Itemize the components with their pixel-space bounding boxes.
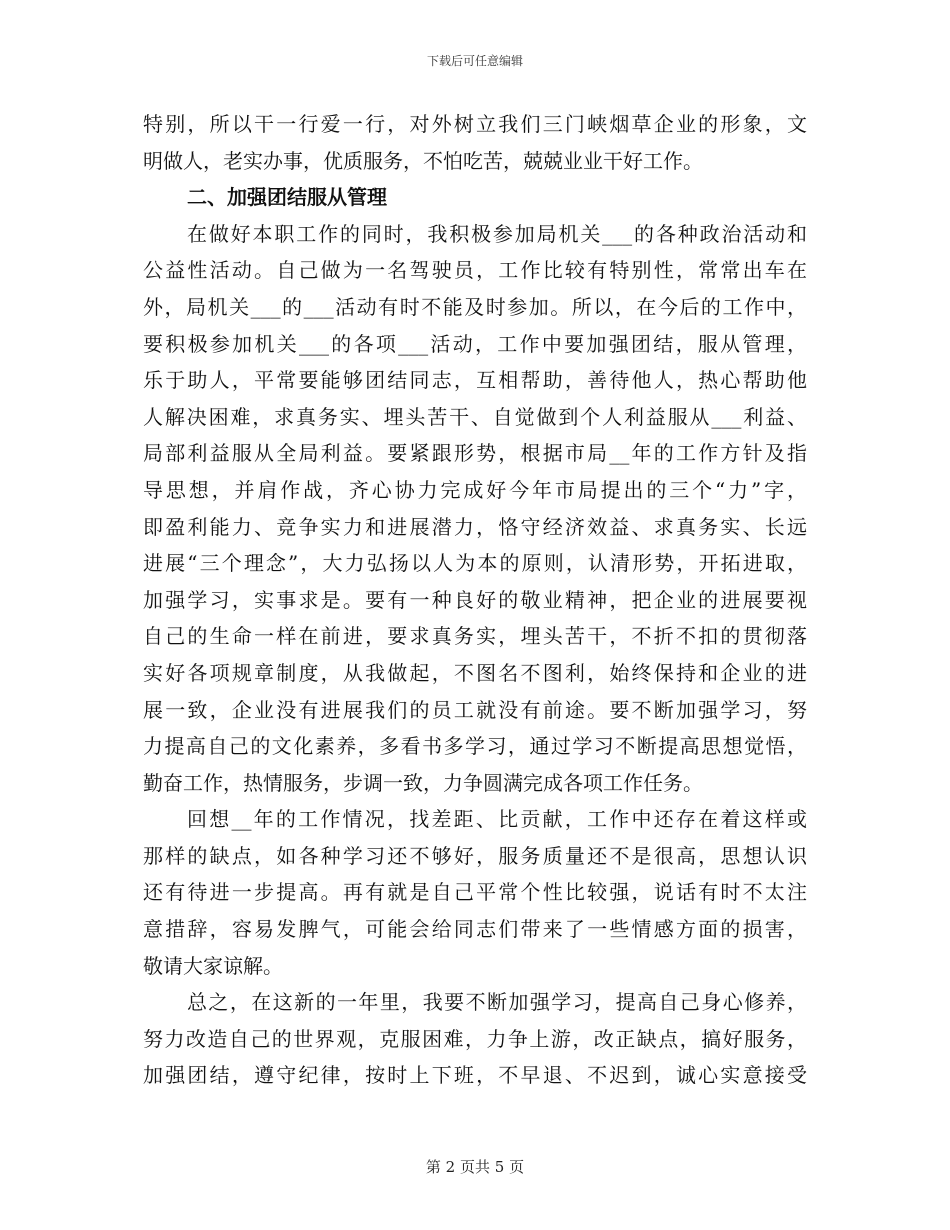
text-line: 明做人，老实办事，优质服务，不怕吃苦，兢兢业业干好工作。: [143, 148, 703, 173]
page-footer: 第 2 页共 5 页: [425, 1158, 525, 1176]
text-line: 加强学习，实事求是。要有一种良好的敬业精神，把企业的进展要视: [143, 587, 807, 612]
text-line: 实好各项规章制度，从我做起，不图名不图利，始终保持和企业的进: [143, 660, 807, 685]
text-line: 努力改造自己的世界观，克服困难，力争上游，改正缺点，搞好服务，: [143, 1026, 807, 1051]
text-line: 总之，在这新的一年里，我要不断加强学习，提高自己身心修养，: [187, 990, 807, 1015]
text-line: 加强团结，遵守纪律，按时上下班，不早退、不迟到，诚心实意接受: [143, 1063, 807, 1088]
text-line: 展一致，企业没有进展我们的员工就没有前途。要不断加强学习，努: [143, 697, 807, 722]
page-header: 下载后可任意编辑: [426, 54, 523, 68]
text-line: 在做好本职工作的同时，我积极参加局机关___的各种政治活动和: [187, 221, 807, 246]
text-line: 自己的生命一样在前进，要求真务实，埋头苦干，不折不扣的贯彻落: [143, 624, 807, 649]
text-line: 敬请大家谅解。: [143, 953, 283, 978]
text-line: 人解决困难，求真务实、埋头苦干、自觉做到个人利益服从___利益、: [143, 404, 807, 429]
text-line: 还有待进一步提高。再有就是自己平常个性比较强，说话有时不太注: [143, 880, 807, 905]
text-line: 外，局机关___的___活动有时不能及时参加。所以，在今后的工作中，: [143, 294, 807, 319]
text-line: 回想__年的工作情况，找差距、比贡献，工作中还存在着这样或: [187, 807, 807, 832]
text-line: 公益性活动。自己做为一名驾驶员，工作比较有特别性，常常出车在: [143, 258, 807, 283]
text-line: 局部利益服从全局利益。要紧跟形势，根据市局__年的工作方针及指: [143, 441, 807, 466]
text-line: 导思想，并肩作战，齐心协力完成好今年市局提出的三个“力”字，: [143, 477, 807, 502]
text-line: 那样的缺点，如各种学习还不够好，服务质量还不是很高，思想认识: [143, 843, 807, 868]
text-line: 乐于助人，平常要能够团结同志，互相帮助，善待他人，热心帮助他: [143, 368, 807, 393]
section-heading: 二、加强团结服从管理: [187, 185, 387, 210]
text-line: 意措辞，容易发脾气，可能会给同志们带来了一些情感方面的损害，: [143, 917, 807, 942]
document-body: [143, 106, 807, 1094]
text-line: 即盈利能力、竞争实力和进展潜力，恪守经济效益、求真务实、长远: [143, 514, 807, 539]
text-line: 要积极参加机关___的各项___活动，工作中要加强团结，服从管理，: [143, 331, 807, 356]
text-line: 特别，所以干一行爱一行，对外树立我们三门峡烟草企业的形象，文: [143, 112, 807, 136]
text-line: 力提高自己的文化素养，多看书多学习，通过学习不断提高思想觉悟，: [143, 734, 807, 759]
text-line: 勤奋工作，热情服务，步调一致，力争圆满完成各项工作任务。: [143, 770, 703, 795]
text-line: 进展“三个理念”，大力弘扬以人为本的原则，认清形势，开拓进取，: [143, 551, 807, 576]
